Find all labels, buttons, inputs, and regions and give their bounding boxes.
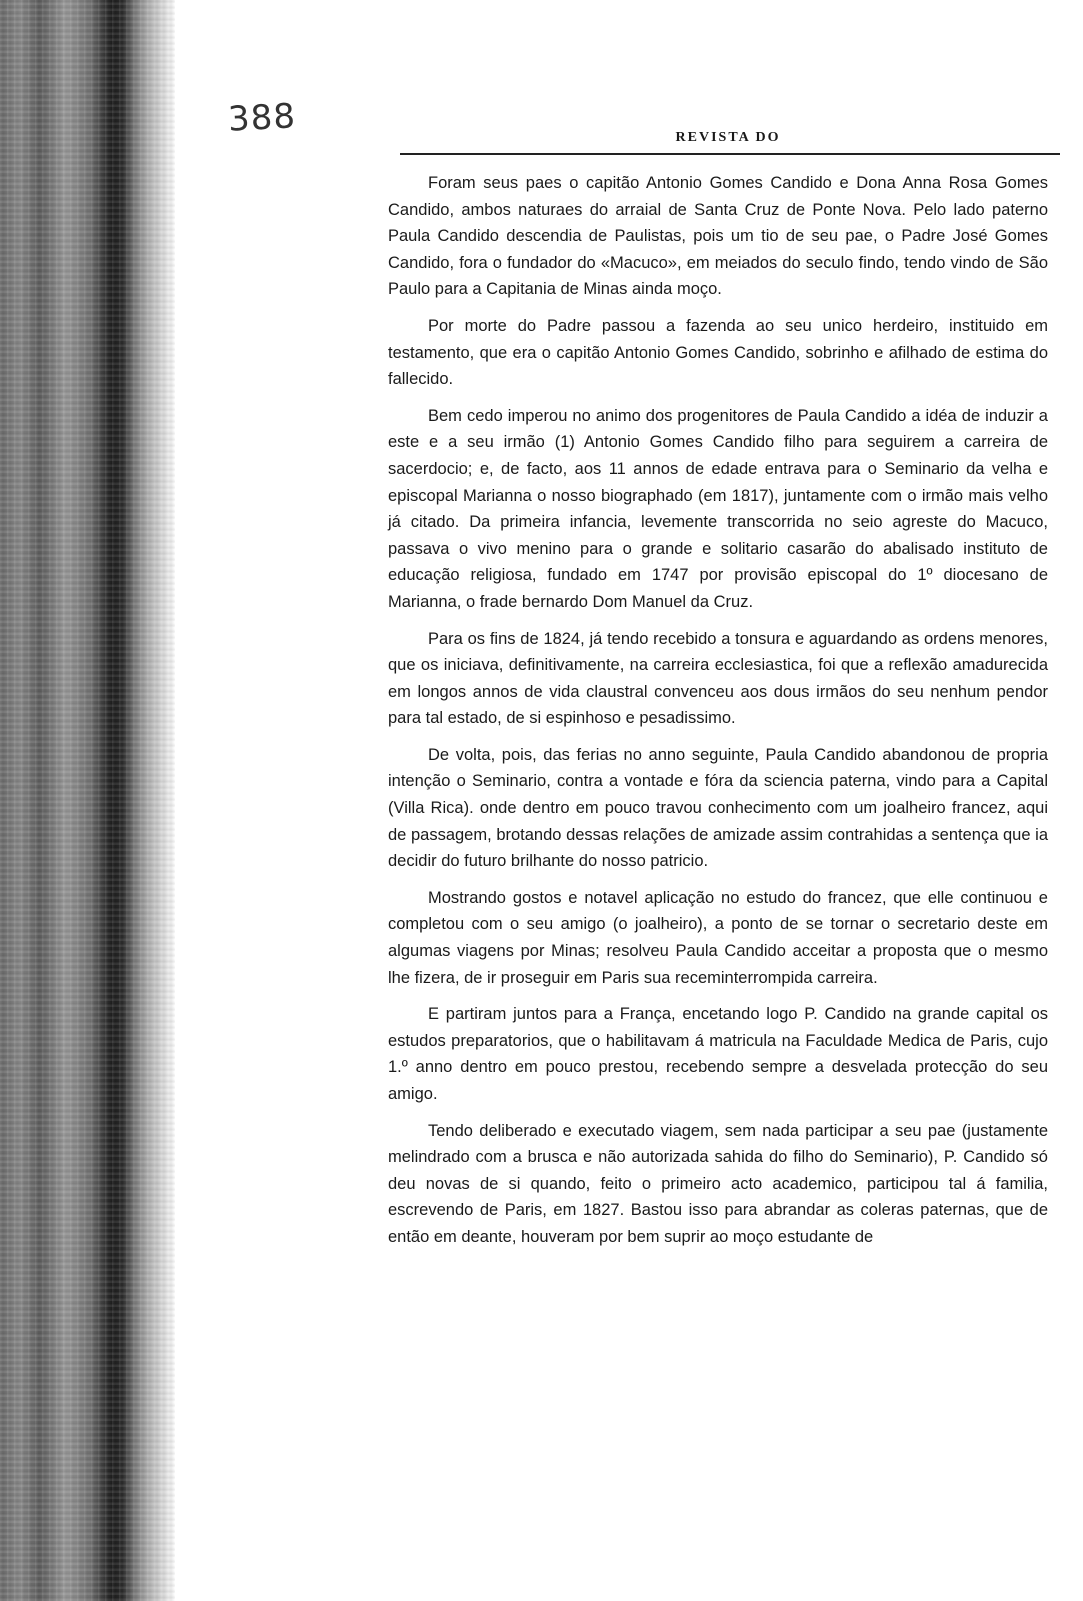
running-head: REVISTA DO <box>675 130 781 145</box>
handwritten-page-number: 388 <box>226 96 297 140</box>
scan-gutter-texture <box>0 0 175 1601</box>
paragraph-7: E partiram juntos para a França, encetando logo P. Candido na grande capital os estudos preparatorios, que o habilitavam á matricula na Faculdade Medica de Paris, cujo 1.º anno dentro em pouco prestou, recebendo sempre a desvelada protecção do seu amigo. <box>388 1005 1048 1103</box>
body-text <box>388 170 1048 1261</box>
paragraph-6: Mostrando gostos e notavel aplicação no estudo do francez, que elle continuou e completou com o seu amigo (o joalheiro), a ponto de se tornar o secretario deste em algumas viagens por Minas; resolveu Paula Candido acceitar a proposta que o mesmo lhe fizera, de ir proseguir em Paris sua receminterrompida carreira. <box>388 888 1048 987</box>
paragraph-3: Bem cedo imperou no animo dos progenitores de Paula Candido a idéa de induzir a este e a seu irmão (1) Antonio Gomes Candido filho para seguirem a carreira de sacerdocio; e, de facto, aos 11 annos de edade entrava para o Seminario da velha e episcopal Marianna o nosso biographado (em 1817), juntamente com o irmão mais velho já citado. Da primeira infancia, levemente transcorrida no seio agreste do Macuco, passava o vivo menino para o grande e solitario casarão do abalisado instituto de educação religiosa, fundado em 1747 por provisão episcopal do 1º diocesano de Marianna, o frade bernardo Dom Manuel da Cruz. <box>388 406 1048 611</box>
paragraph-4: Para os fins de 1824, já tendo recebido a tonsura e aguardando as ordens menores, que os iniciava, definitivamente, na carreira ecclesiastica, foi que a reflexão amadurecida em longos annos de vida claustral convenceu aos dous irmãos do seu nenhum pendor para tal estado, de si espinhoso e pesadissimo. <box>388 629 1048 728</box>
paragraph-5: De volta, pois, das ferias no anno seguinte, Paula Candido abandonou de propria intenção o Seminario, contra a vontade e fóra da sciencia paterna, vindo para a Capital (Villa Rica). onde dentro em pouco travou conhecimento com um joalheiro francez, aqui de passagem, brotando dessas relações de amizade assim contrahidas a sentença que ia decidir do futuro brilhante do nosso patricio. <box>388 745 1048 871</box>
paragraph-8: Tendo deliberado e executado viagem, sem nada participar a seu pae (justamente melindrado com a brusca e não autorizada sahida do filho do Seminario), P. Candido só deu novas de si quando, feito o primeiro acto academico, participou tal á familia, escrevendo de Paris, em 1827. Bastou isso para abrandar as coleras paternas, que de então em deante, houveram por bem suprir ao moço estudante de <box>388 1121 1048 1246</box>
header-rule <box>400 153 1060 155</box>
paragraph-1: Foram seus paes o capitão Antonio Gomes Candido e Dona Anna Rosa Gomes Candido, ambos naturaes do arraial de Santa Cruz de Ponte Nova. Pelo lado paterno Paula Candido descendia de Paulistas, pois um tio de seu pae, o Padre José Gomes Candido, fora o fundador do «Macuco», em meiados do seculo findo, tendo vindo de São Paulo para a Capitania de Minas ainda moço. <box>388 174 1048 299</box>
paragraph-2: Por morte do Padre passou a fazenda ao seu unico herdeiro, instituido em testamento, que era o capitão Antonio Gomes Candido, sobrinho e afilhado de estima do fallecido. <box>388 316 1048 389</box>
